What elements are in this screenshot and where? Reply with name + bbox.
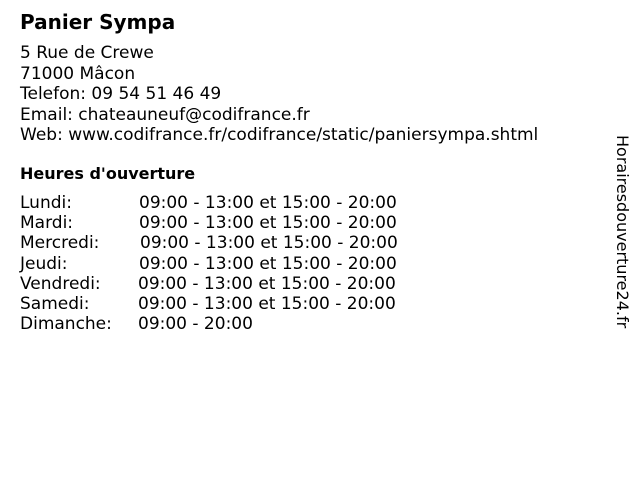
day-label: Jeudi: — [20, 253, 68, 274]
day-label: Vendredi: — [20, 273, 101, 294]
day-label: Mardi: — [20, 213, 74, 234]
day-label: Lundi: — [20, 193, 72, 213]
day-label: Samedi: — [20, 293, 90, 314]
address-street: 5 Rue de Crewe — [20, 43, 154, 63]
day-label: Mercredi: — [20, 233, 100, 254]
address-city: 71000 Mâcon — [20, 63, 136, 84]
day-label: Dimanche: — [20, 314, 112, 335]
hours-value: 09:00 - 13:00 et 15:00 - 20:00 — [139, 213, 397, 234]
store-info — [20, 43, 538, 146]
site-watermark: Horairesdouverture24.fr — [613, 135, 632, 329]
email-text: Email: chateauneuf@codifrance.fr — [20, 104, 310, 125]
hours-value: 09:00 - 13:00 et 15:00 - 20:00 — [138, 273, 396, 294]
hours-value: 09:00 - 20:00 — [138, 314, 253, 335]
hours-value: 09:00 - 13:00 et 15:00 - 20:00 — [139, 253, 397, 274]
website-text: Web: www.codifrance.fr/codifrance/static/paniersympa.shtml — [20, 125, 539, 145]
phone-text: Telefon: 09 54 51 46 49 — [20, 84, 222, 104]
hours-heading: Heures d'ouverture — [20, 164, 196, 183]
hours-value: 09:00 - 13:00 et 15:00 - 20:00 — [139, 193, 397, 213]
hours-value: 09:00 - 13:00 et 15:00 - 20:00 — [138, 293, 396, 314]
hours-value: 09:00 - 13:00 et 15:00 - 20:00 — [140, 233, 398, 254]
store-name: Panier Sympa — [20, 10, 176, 34]
